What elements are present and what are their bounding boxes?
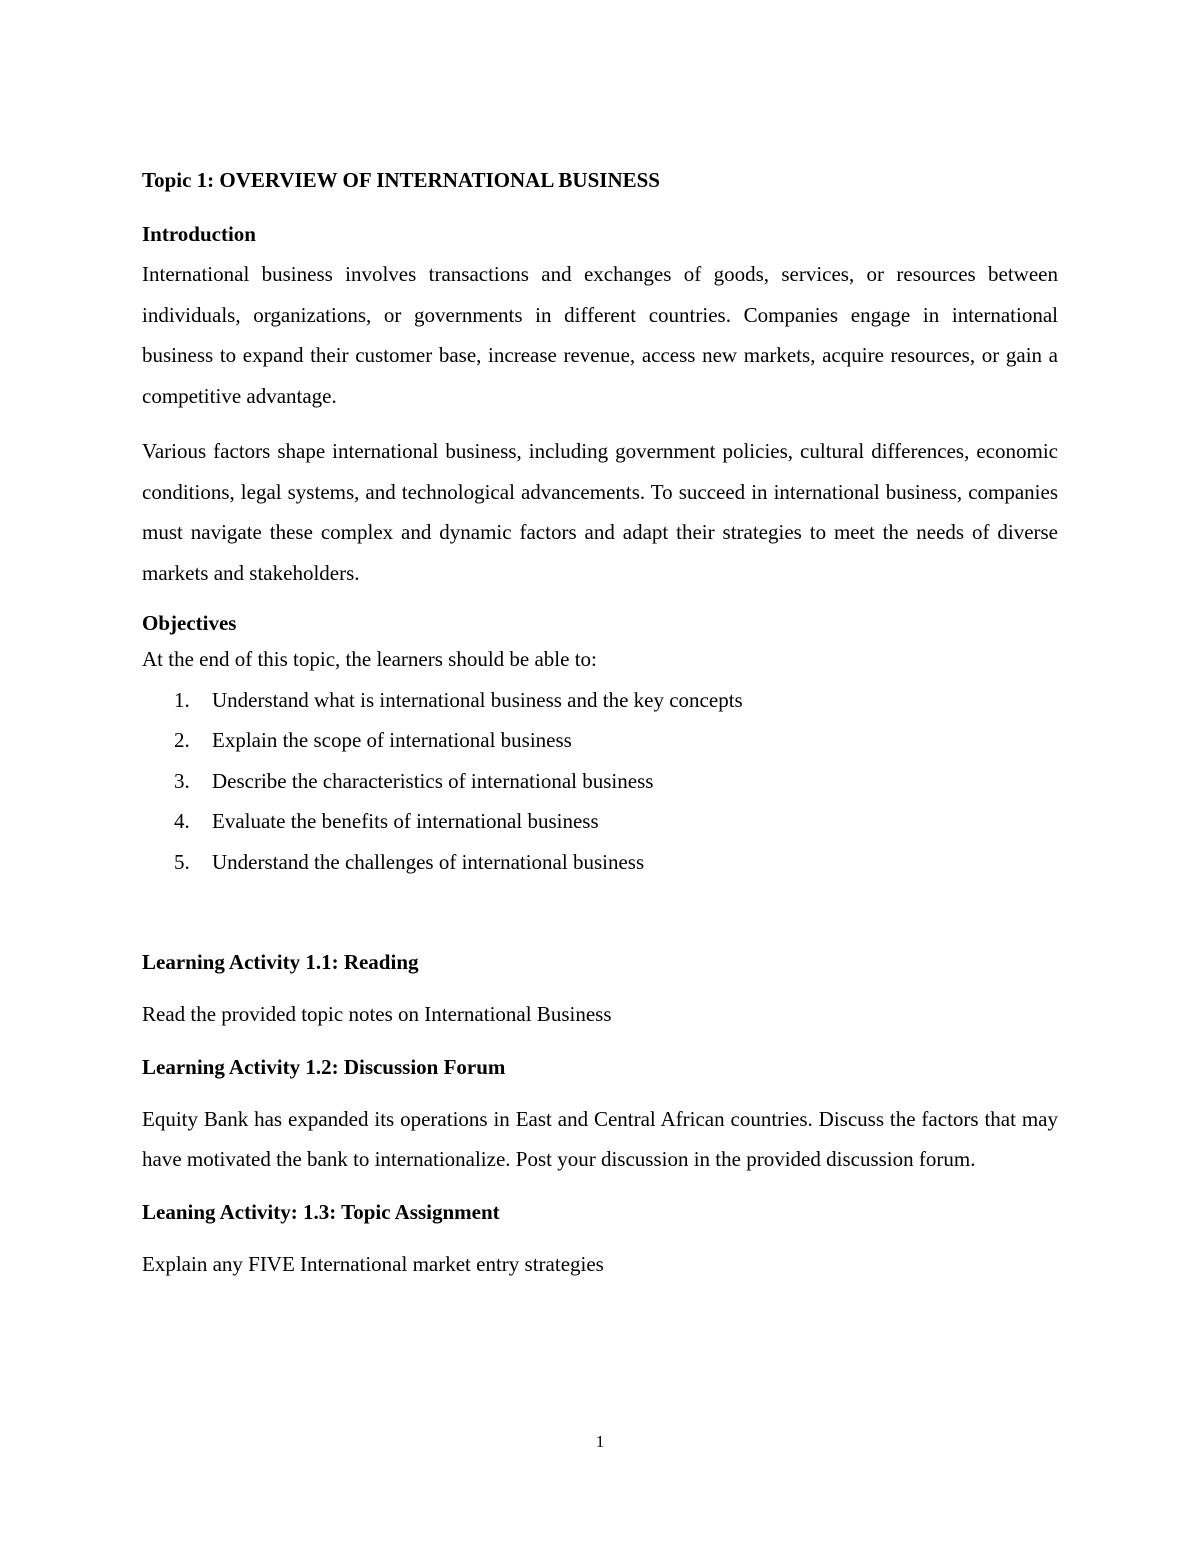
objectives-heading: Objectives	[142, 611, 237, 635]
objective-number: 1.	[174, 687, 190, 712]
objective-item-2	[142, 720, 1058, 761]
objective-text: Understand the challenges of international business	[212, 849, 645, 874]
objective-number: 2.	[174, 728, 190, 752]
topic-title: Topic 1: OVERVIEW OF INTERNATIONAL BUSINESS	[142, 168, 660, 192]
activity-1-heading: Learning Activity 1.1: Reading	[142, 950, 419, 974]
introduction-paragraph-1: International business involves transactions and exchanges of goods, services, or resources between individuals, organizations, or governments in different countries. Companies engage in international business to expand their customer base, increase revenue, access new markets, acquire resources, or gain a competitive advantage.	[142, 262, 1058, 408]
objective-number: 3.	[174, 768, 190, 793]
objective-text: Understand what is international business and the key concepts	[212, 687, 743, 712]
objective-text: Explain the scope of international business	[212, 728, 572, 752]
objective-item-5	[142, 842, 1058, 883]
objectives-list	[142, 680, 1058, 883]
activity-2-text: Equity Bank has expanded its operations in East and Central African countries. Discuss the factors that may have motivated the bank to internationalize. Post your discussion in the provided discussion forum.	[142, 1106, 1058, 1171]
activity-1-text: Read the provided topic notes on International Business	[142, 1002, 612, 1026]
objective-text: Describe the characteristics of international business	[212, 768, 654, 793]
objective-item-3	[142, 761, 1058, 802]
introduction-paragraph-2: Various factors shape international business, including government policies, cultural differences, economic conditions, legal systems, and technological advancements. To succeed in international business, companies must navigate these complex and dynamic factors and adapt their strategies to meet the needs of diverse markets and stakeholders.	[142, 439, 1058, 585]
activity-3-heading: Leaning Activity: 1.3: Topic Assignment	[142, 1199, 500, 1224]
objective-number: 5.	[174, 849, 190, 874]
activity-2-heading: Learning Activity 1.2: Discussion Forum	[142, 1054, 506, 1079]
objective-number: 4.	[174, 809, 190, 833]
objectives-intro: At the end of this topic, the learners should be able to:	[142, 647, 597, 671]
document-body	[142, 164, 1058, 1284]
introduction-heading: Introduction	[142, 222, 256, 246]
activity-3-text: Explain any FIVE International market entry strategies	[142, 1251, 604, 1276]
objective-text: Evaluate the benefits of international business	[212, 809, 599, 833]
page-number: 1	[595, 1432, 605, 1451]
objective-item-1	[142, 680, 1058, 721]
objective-item-4	[142, 801, 1058, 842]
